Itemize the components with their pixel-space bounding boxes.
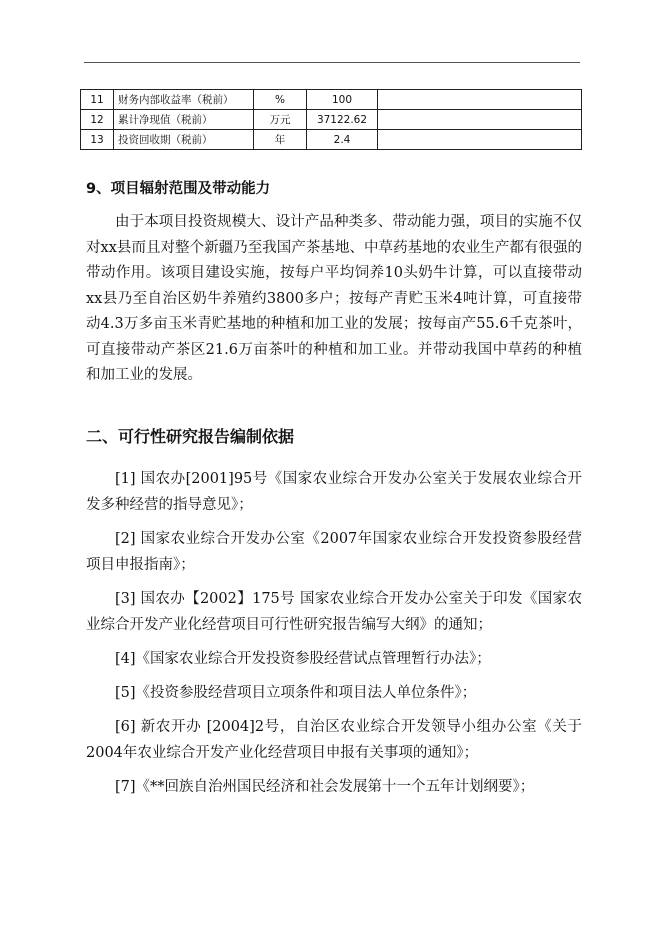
metric-note <box>378 130 582 150</box>
section9-paragraph: 由于本项目投资规模大、设计产品种类多、带动能力强，项目的实施不仅对xx县而且对整个新疆乃至我国产茶基地、中草药基地的农业生产都有很强的带动作用。该项目建设实施，按每户平均饲养10头奶牛计算，可以直接带动xx县乃至自治区奶牛养殖约3800多户；按每产青贮玉米4吨计算，可直接带动4.3万多亩玉米青贮基地的种植和加工业的发展；按每亩产55.6千克茶叶，可直接带动产茶区21.6万亩茶叶的种植和加工业。并带动我国中草药的种植和加工业的发展。 <box>86 214 582 383</box>
row-number: 12 <box>81 110 114 130</box>
metric-unit: 万元 <box>254 110 307 130</box>
metric-value: 100 <box>307 90 378 110</box>
header-rule <box>84 62 580 63</box>
table-row <box>81 110 582 130</box>
section2-heading: 二、可行性研究报告编制依据 <box>86 427 295 446</box>
financial-metrics-table <box>80 89 582 150</box>
reference-item: [5]《投资参股经营项目立项条件和项目法人单位条件》； <box>115 685 477 701</box>
reference-list <box>86 466 582 808</box>
metric-name: 投资回收期（税前） <box>114 130 254 150</box>
reference-item: [7]《**回族自治州国民经济和社会发展第十一个五年计划纲要》； <box>115 779 535 795</box>
metric-note <box>378 110 582 130</box>
section9-heading: 9、项目辐射范围及带动能力 <box>86 181 271 197</box>
reference-item: [4]《国家农业综合开发投资参股经营试点管理暂行办法》； <box>115 651 491 667</box>
metric-name: 财务内部收益率（税前） <box>114 90 254 110</box>
reference-item: [6] 新农开办 [2004]2号，自治区农业综合开发领导小组办公室《关于2004年农业综合开发产业化经营项目申报有关事项的通知》； <box>86 719 582 761</box>
metric-name: 累计净现值（税前） <box>114 110 254 130</box>
table-row <box>81 90 582 110</box>
reference-item: [1] 国农办[2001]95号《国家农业综合开发办公室关于发展农业综合开发多种经营的指导意见》； <box>86 471 582 513</box>
reference-item: [3] 国农办【2002】175号 国家农业综合开发办公室关于印发《国家农业综合开发产业化经营项目可行性研究报告编写大纲》的通知； <box>86 591 582 633</box>
metric-unit: 年 <box>254 130 307 150</box>
section9-body <box>86 210 582 389</box>
metric-unit: % <box>254 90 307 110</box>
metric-value: 37122.62 <box>307 110 378 130</box>
table-row <box>81 130 582 150</box>
row-number: 11 <box>81 90 114 110</box>
row-number: 13 <box>81 130 114 150</box>
metric-note <box>378 90 582 110</box>
metric-value: 2.4 <box>307 130 378 150</box>
reference-item: [2] 国家农业综合开发办公室《2007年国家农业综合开发投资参股经营项目申报指南》； <box>86 531 582 573</box>
